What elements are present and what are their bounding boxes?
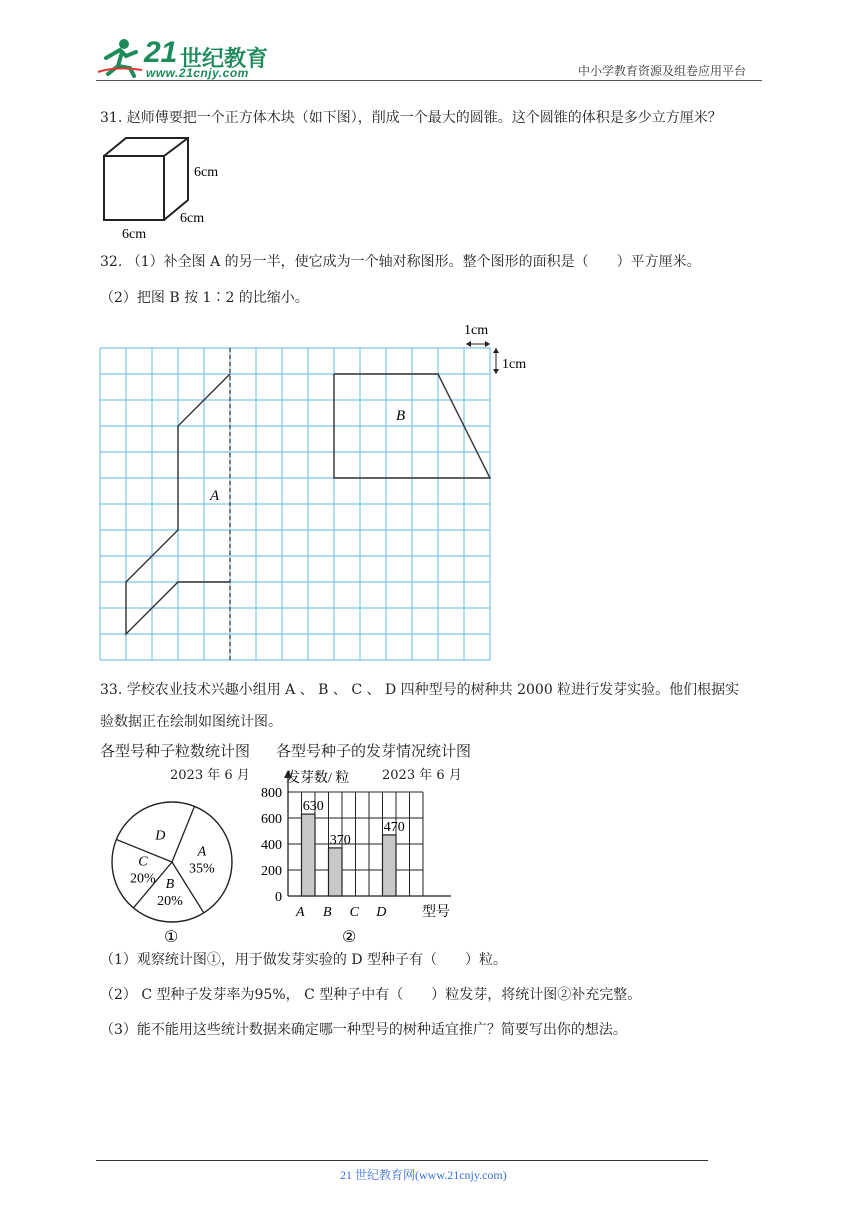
question-33-sub3: （3）能不能用这些统计数据来确定哪一种型号的树种适宜推广？简要写出你的想法。 <box>100 1022 627 1038</box>
shape-b-label: B <box>396 408 406 424</box>
bar-xlabel: 型号 <box>422 905 450 920</box>
shape-a-label: A <box>210 488 220 504</box>
logo-number: 21 <box>144 36 178 69</box>
pie-chart-title: 各型号种子粒数统计图 <box>100 742 251 760</box>
bar-B <box>329 848 343 896</box>
question-32-line1: 32. （1）补全图 A 的另一半，使它成为一个轴对称图形。整个图形的面积是（ ）平方厘米。 <box>100 254 701 270</box>
pie-slice-boundary <box>172 806 194 862</box>
cube-height-label: 6cm <box>194 165 219 180</box>
logo-text: 世纪教育 <box>180 47 269 72</box>
bar-data-label: 470 <box>383 819 405 835</box>
pie-slice-label: B <box>165 876 175 892</box>
cube-top-edge <box>164 138 188 156</box>
footer-text: 21 世纪教育网(www.21cnjy.com) <box>340 1168 507 1182</box>
bar-chart <box>250 768 460 948</box>
pie-slice-label: D <box>155 828 166 844</box>
pie-slice-label: A <box>197 844 207 860</box>
bar-chart-subtitle: 2023 年 6 月 <box>382 768 462 783</box>
bar-y-tick: 200 <box>261 864 282 879</box>
cube-figure <box>96 134 236 242</box>
pie-chart-subtitle: 2023 年 6 月 <box>170 768 250 783</box>
bar-y-tick: 800 <box>261 786 282 801</box>
bar-category-label: A <box>295 905 305 920</box>
cube-depth-label: 6cm <box>180 211 205 226</box>
pie-slice-percent: 20% <box>130 871 156 887</box>
bar-y-tick: 400 <box>261 838 282 853</box>
bar-data-label: 630 <box>302 799 324 815</box>
scale-vertical-label: 1cm <box>502 357 527 372</box>
pie-slice-label: C <box>138 854 148 870</box>
runner-logo-icon <box>96 36 144 78</box>
scale-horizontal-label: 1cm <box>464 323 489 338</box>
square-grid <box>100 348 490 660</box>
bar-ylabel: 发芽数/ 粒 <box>286 771 350 786</box>
question-33-line1: 33. 学校农业技术兴趣小组用 A 、 B 、 C 、 D 四种型号的树种共 2000 粒进行发芽实验。他们根据实 <box>100 682 740 698</box>
cube-width-label: 6cm <box>122 227 147 242</box>
question-33-sub1: （1）观察统计图①，用于做发芽实验的 D 型种子有（ ）粒。 <box>100 952 508 968</box>
logo-url: www.21cnjy.com <box>146 66 249 80</box>
pie-slice-percent: 20% <box>157 893 183 909</box>
pie-figure-label: ① <box>164 929 179 946</box>
footer-rule <box>96 1160 708 1161</box>
bar-category-label: C <box>349 905 359 920</box>
bar-figure-label: ② <box>342 929 357 946</box>
bar-A <box>302 814 316 896</box>
bar-category-label: D <box>376 905 387 920</box>
grid-figure <box>96 318 546 670</box>
bar-data-label: 370 <box>329 832 351 848</box>
bar-category-label: B <box>322 905 332 920</box>
bar-D <box>383 835 397 896</box>
cube-back-edges <box>104 138 188 220</box>
question-32-line2: （2）把图 B 按 1∶2 的比缩小。 <box>100 290 309 306</box>
bar-y-tick: 0 <box>275 890 282 905</box>
pie-chart <box>100 800 250 946</box>
header-rule <box>96 80 762 81</box>
question-31-text: 31. 赵师傅要把一个正方体木块（如下图），削成一个最大的圆锥。这个圆锥的体积是多少立方厘米？ <box>100 110 722 126</box>
header-platform-text: 中小学教育资源及组卷应用平台 <box>578 64 747 78</box>
question-33-sub2: （2） C 型种子发芽率为95%， C 型种子中有（ ）粒发芽，将统计图②补充完整。 <box>100 987 642 1003</box>
question-33-line2: 验数据正在绘制如图统计图。 <box>100 714 282 730</box>
pie-slice-percent: 35% <box>189 861 215 877</box>
bar-y-tick: 600 <box>261 812 282 827</box>
cube-front-face <box>104 156 164 220</box>
bar-chart-title: 各型号种子的发芽情况统计图 <box>276 742 472 760</box>
